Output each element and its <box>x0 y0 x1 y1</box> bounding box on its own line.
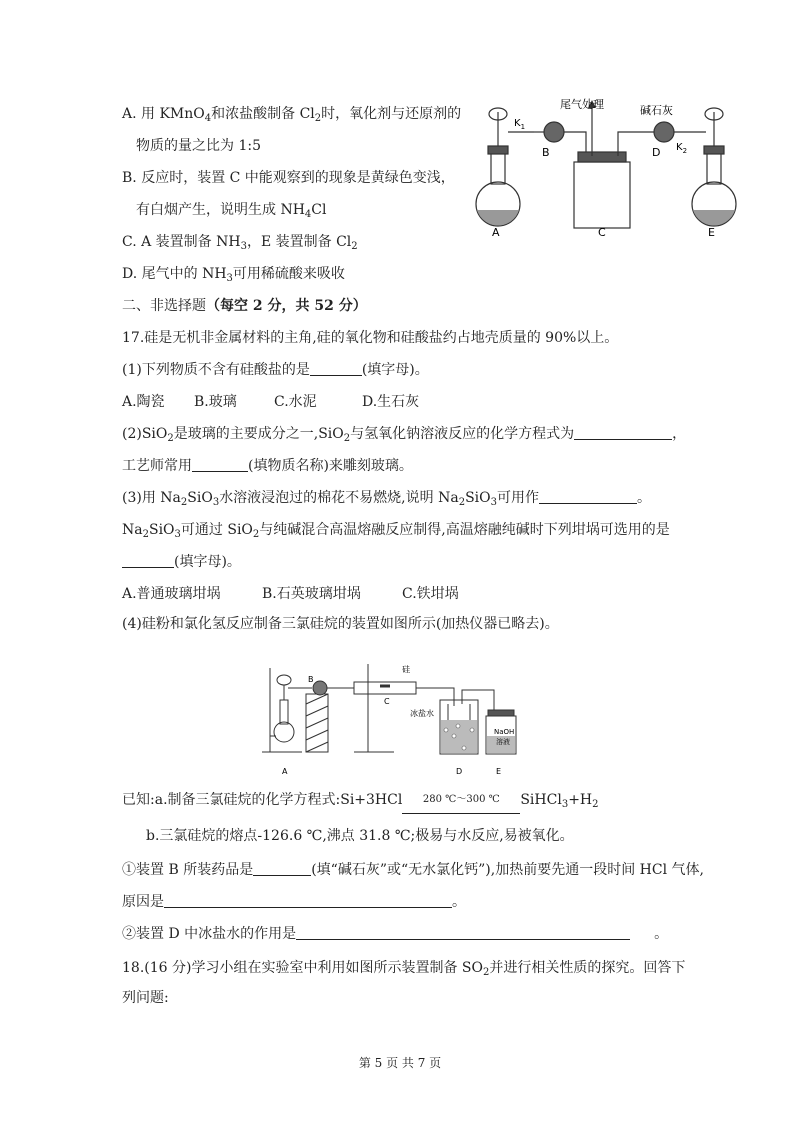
q17-part2-cont: 工艺师常用 (填物质名称)来雕刻玻璃。 <box>122 458 413 474</box>
label-a: A <box>492 226 500 239</box>
q17-stem: 17.硅是无机非金属材料的主角,硅的氧化物和硅酸盐约占地壳质量的 90%以上。 <box>122 330 619 346</box>
q16-option-d: D. 尾气中的 $NH_3$可用稀硫酸来吸收 <box>122 266 345 284</box>
answer-blank[interactable] <box>192 457 248 472</box>
page-footer: 第 5 页 共 7 页 <box>358 1056 442 1070</box>
label-e: E <box>708 226 715 239</box>
fig2-label-solution: 溶液 <box>496 738 510 746</box>
k1-label: $K_1$ <box>514 118 526 131</box>
answer-blank[interactable] <box>310 361 362 376</box>
q16-option-a: A. 用 KMnO$_4$和浓盐酸制备 $Cl_2$时，氧化剂与还原剂的 <box>122 106 462 124</box>
fig2-label-b: B <box>308 675 314 684</box>
reaction-condition: 280 ℃～300 ℃ <box>402 790 520 810</box>
q17-part1: (1)下列物质不含有硅酸盐的是 (填字母)。 <box>122 362 429 378</box>
answer-blank[interactable] <box>296 925 630 940</box>
q16-option-b-cont: 有白烟产生，说明生成 $NH_4Cl$ <box>136 202 327 220</box>
q17-part3-cont: $Na_2SiO_3$可通过 SiO$_2$与纯碱混合高温熔融反应制得,高温熔融纯碱时下列坩埚可选用的是 <box>122 522 670 540</box>
label-c: C <box>598 226 606 239</box>
fig2-label-a: A <box>282 767 288 776</box>
label-d: D <box>652 146 661 159</box>
answer-blank[interactable] <box>122 553 174 568</box>
fig2-label-e: E <box>496 767 502 776</box>
tail-gas-label: 尾气处理 <box>560 98 604 111</box>
figure-apparatus-1 <box>474 92 744 242</box>
q17-sub1: ①装置 B 所装药品是 (填“碱石灰”或“无水氯化钙”),加热前要先通一段时间 HCl 气体, <box>122 862 704 878</box>
q16-option-b: B. 反应时，装置 C 中能观察到的现象是黄绿色变浅， <box>122 170 455 186</box>
q18-stem-cont: 列问题: <box>122 990 169 1006</box>
fig2-label-si: 硅 <box>402 665 410 674</box>
q17-sub2: ②装置 D 中冰盐水的作用是 。 <box>122 926 669 942</box>
fig2-label-d: D <box>456 767 463 776</box>
soda-lime-label: 碱石灰 <box>640 104 673 117</box>
fig2-label-ice: 冰盐水 <box>410 709 434 718</box>
answer-blank[interactable] <box>539 489 637 504</box>
q18-stem: 18.(16 分)学习小组在实验室中利用如图所示装置制备 $SO_2$并进行相关性质的探究。回答下 <box>122 960 686 978</box>
section-2-heading: 二、非选择题（每空 2 分，共 52 分） <box>122 298 367 314</box>
q17-known-b: b.三氯硅烷的熔点-126.6 ℃,沸点 31.8 ℃;极易与水反应,易被氧化。 <box>146 828 574 844</box>
q17-sub1-cont: 原因是 。 <box>122 894 466 910</box>
q16-option-a-cont: 物质的量之比为 1:5 <box>136 138 261 154</box>
k2-label: $K_2$ <box>676 142 688 155</box>
q17-part3: (3)用 $Na_2SiO_3$水溶液浸泡过的棉花不易燃烧,说明 $Na_2SiO_3$可用作 。 <box>122 490 651 508</box>
answer-blank[interactable] <box>164 893 452 908</box>
q16-option-c: C. A 装置制备 $NH_3$，E 装置制备 $Cl_2$ <box>122 234 358 252</box>
fig2-label-naoh: NaOH <box>494 728 515 736</box>
q17-known-a: 已知:a.制备三氯硅烷的化学方程式:Si+3HCl 280 ℃～300 ℃ $SiHCl_3+H_2$ <box>122 792 599 810</box>
q17-part3-cont2: (填字母)。 <box>122 552 241 572</box>
q17-part1-options: A.陶瓷 B.玻璃 C.水泥 D.生石灰 <box>122 394 420 410</box>
q17-part2: (2)SiO$_2$是玻璃的主要成分之一,SiO$_2$与氢氧化钠溶液反应的化学方程式为 ， <box>122 426 687 444</box>
figure-apparatus-2 <box>262 660 542 780</box>
label-b: B <box>542 146 550 159</box>
fig2-label-c: C <box>384 697 390 706</box>
q17-part3-options: A.普通玻璃坩埚 B.石英玻璃坩埚 C.铁坩埚 <box>122 586 459 602</box>
q17-part4: (4)硅粉和氯化氢反应制备三氯硅烷的装置如图所示(加热仪器已略去)。 <box>122 616 559 632</box>
answer-blank[interactable] <box>574 425 672 440</box>
answer-blank[interactable] <box>253 861 311 876</box>
